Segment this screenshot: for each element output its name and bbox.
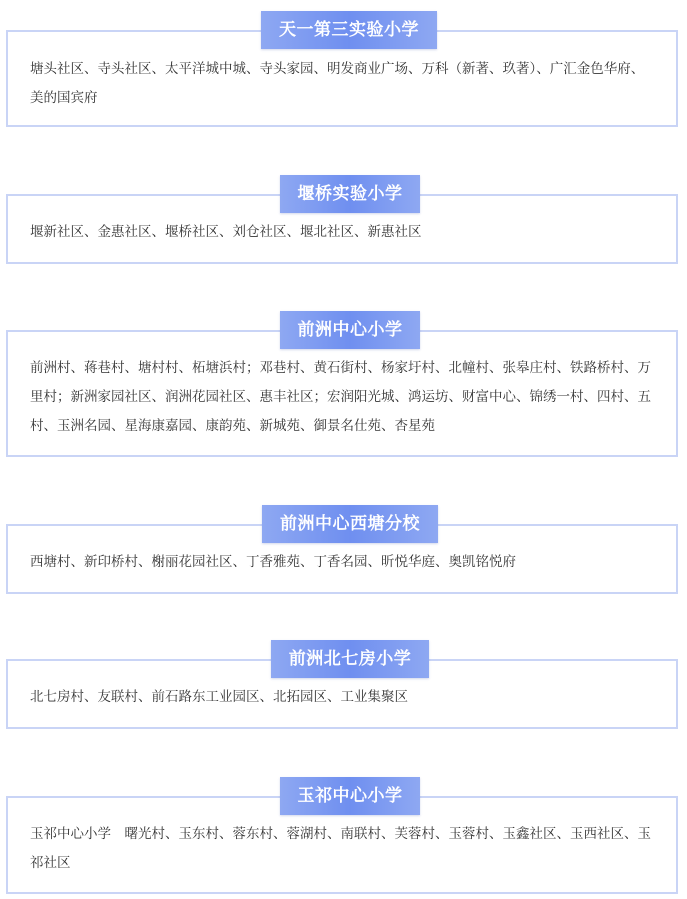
school-area-list: 北七房村、友联村、前石路东工业园区、北拓园区、工业集聚区: [30, 689, 408, 705]
school-name-banner: 前洲中心小学: [280, 311, 420, 349]
school-name-banner: 玉祁中心小学: [280, 777, 420, 815]
school-area-list: 前洲村、蒋巷村、塘村村、柘塘浜村；邓巷村、黄石街村、杨家圩村、北幢村、张皋庄村、铁路桥村、万里村；新洲家园社区、润洲花园社区、惠丰社区；宏润阳光城、鸿运坊、财富中心、锦绣一村、四村、五村、玉洲名园、星海康嘉园、康韵苑、新城苑、御景名仕苑、杏星苑: [30, 360, 651, 434]
school-area-list: 堰新社区、金惠社区、堰桥社区、刘仓社区、堰北社区、新惠社区: [30, 224, 422, 240]
school-area-list: 塘头社区、寺头社区、太平洋城中城、寺头家园、明发商业广场、万科（新著、玖著）、广汇金色华府、美的国宾府: [30, 61, 645, 106]
school-name-banner: 前洲北七房小学: [271, 640, 429, 678]
school-name-banner: 前洲中心西塘分校: [262, 505, 438, 543]
school-area-list: 西塘村、新印桥村、榭丽花园社区、丁香雅苑、丁香名园、昕悦华庭、奥凯铭悦府: [30, 554, 516, 570]
school-area-list: 玉祁中心小学 曙光村、玉东村、蓉东村、蓉湖村、南联村、芙蓉村、玉蓉村、玉鑫社区、玉西社区、玉祁社区: [30, 826, 651, 871]
school-area-box: [6, 330, 678, 457]
school-name-banner: 堰桥实验小学: [280, 175, 420, 213]
school-name-banner: 天一第三实验小学: [261, 11, 437, 49]
